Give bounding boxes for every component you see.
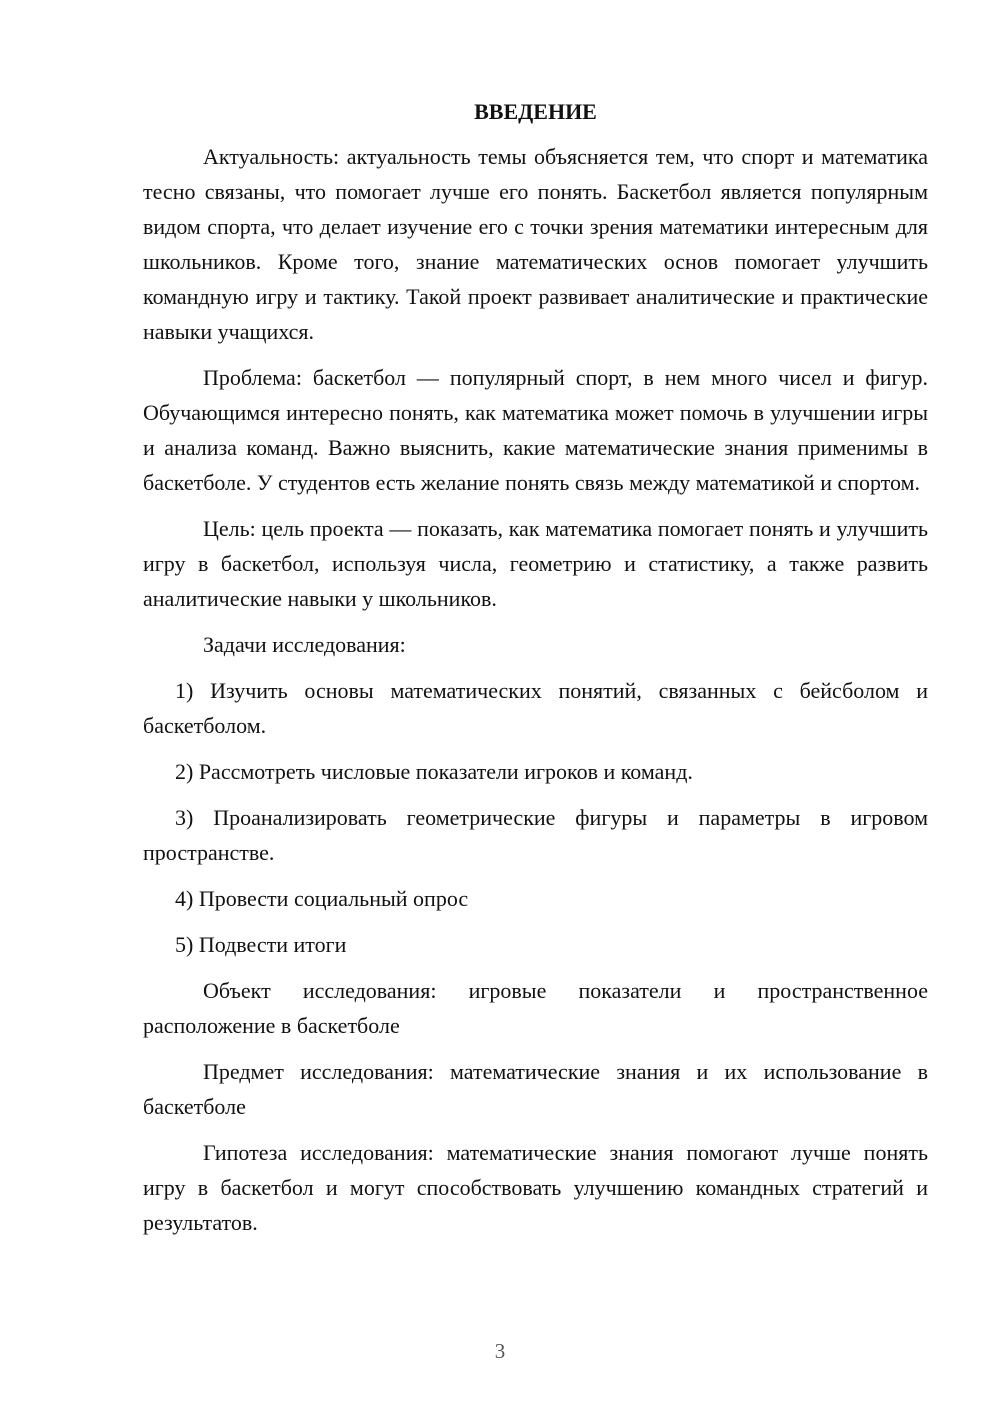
subject-paragraph: Предмет исследования: математические знания и их использование в баскетболе [143,1059,928,1119]
task-item-4: 4) Провести социальный опрос [175,886,469,911]
page-number: 3 [494,1339,506,1363]
task-item-3: 3) Проанализировать геометрические фигуры и параметры в игровом пространстве. [143,805,928,865]
task-item-5: 5) Подвести итоги [175,932,347,957]
object-paragraph: Объект исследования: игровые показатели и пространственное расположение в баскетболе [143,978,928,1038]
goal-paragraph: Цель: цель проекта — показать, как математика помогает понять и улучшить игру в баскетбол, используя числа, геометрию и статистику, а также развить аналитические навыки у школьников. [143,516,928,611]
tasks-heading: Задачи исследования: [203,632,406,657]
page-content [143,94,928,1251]
problem-paragraph: Проблема: баскетбол — популярный спорт, в нем много чисел и фигур. Обучающимся интересно понять, как математика может помочь в улучшении игры и анализа команд. Важно выяснить, какие математические знания применимы в баскетболе. У студентов есть желание понять связь между математикой и спортом. [143,365,928,495]
relevance-paragraph: Актуальность: актуальность темы объясняется тем, что спорт и математика тесно связаны, что помогает лучше его понять. Баскетбол является популярным видом спорта, что делает изучение его с точки зрения математики интересным для школьников. Кроме того, знание математических основ помогает улучшить командную игру и тактику. Такой проект развивает аналитические и практические навыки учащихся. [143,144,928,344]
task-item-2: 2) Рассмотреть числовые показатели игроков и команд. [175,759,693,784]
section-title: ВВЕДЕНИЕ [474,99,597,124]
task-item-1: 1) Изучить основы математических понятий, связанных с бейсболом и баскетболом. [143,678,928,738]
hypothesis-paragraph: Гипотеза исследования: математические знания помогают лучше понять игру в баскетбол и могут способствовать улучшению командных стратегий и результатов. [143,1140,928,1235]
